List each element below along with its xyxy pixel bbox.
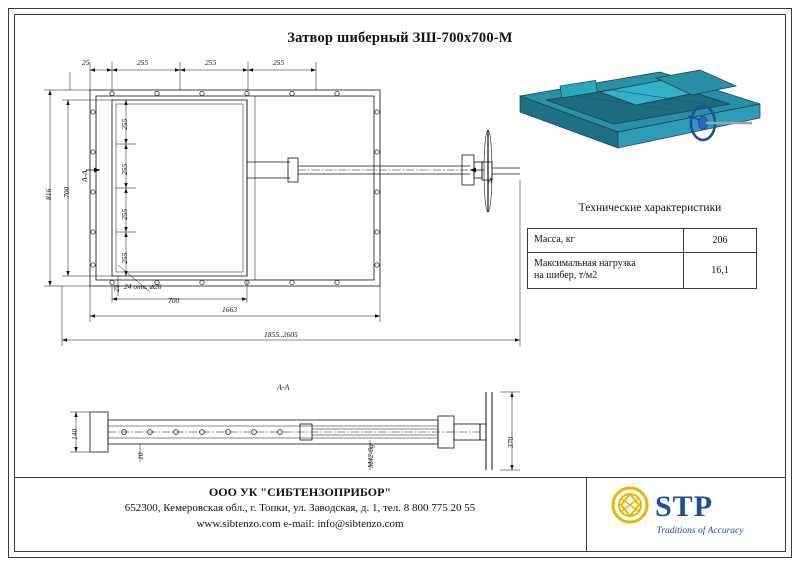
dim-inner-1: 255 [120,118,129,130]
dim-left-700: 700 [62,186,71,198]
tech-row-load-value: 16,1 [684,252,757,288]
thread-note: М42-6g [366,444,375,468]
tech-row-load-label [528,252,684,288]
dim-width-700: 700 [168,296,180,305]
tech-row-mass-value: 206 [684,229,757,253]
dim-section-140: 140 [70,428,79,440]
dim-top-3: 255 [205,58,217,67]
company-logo [600,484,780,546]
dim-top-4: 255 [273,58,285,67]
dim-top-2: 255 [137,58,149,67]
section-view-label: А-А [277,383,290,392]
dim-stroke-range: 1855..2605 [264,330,298,339]
table-row [528,252,757,288]
section-mark-right: А [488,176,493,185]
company-info [14,484,586,533]
dim-bottom-25: 25 [112,284,121,292]
dim-inner-2: 255 [120,163,129,175]
dim-inner-4: 255 [120,252,129,264]
section-mark-left: А-А [80,170,89,182]
table-row [528,229,757,253]
tech-characteristics-heading: Технические характеристики [578,202,722,214]
company-contacts: www.sibtenzo.com e-mail: info@sibtenzo.com [196,518,404,531]
dim-overall-1663: 1663 [222,305,237,314]
tech-row-load-label-line2: на шибер, т/м2 [534,270,598,281]
dim-left-816: 816 [44,188,53,200]
hole-note: 24 отв. ⌀26 [124,282,162,291]
company-address: 652300, Кемеровская обл., г. Топки, ул. Заводская, д. 1, тел. 8 800 775 20 55 [124,502,476,515]
tech-row-load-label-line1: Максимальная нагрузка [534,257,636,269]
dim-section-10: 10 [136,452,145,460]
logo-tagline: Traditions of Accuracy [656,526,744,536]
tech-row-mass-label: Масса, кг [528,229,684,253]
tech-characteristics-table [527,228,757,289]
dim-section-370: 370 [506,436,515,448]
logo-wordmark: STP [655,490,714,523]
dim-top-1: 25 [82,58,90,67]
stp-emblem-icon [608,486,652,526]
page-title: Затвор шиберный ЗШ-700х700-М [287,30,513,46]
dim-inner-3: 255 [120,208,129,220]
title-block-divider [586,477,587,552]
company-name: ООО УК "СИБТЕНЗОПРИБОР" [208,485,392,499]
